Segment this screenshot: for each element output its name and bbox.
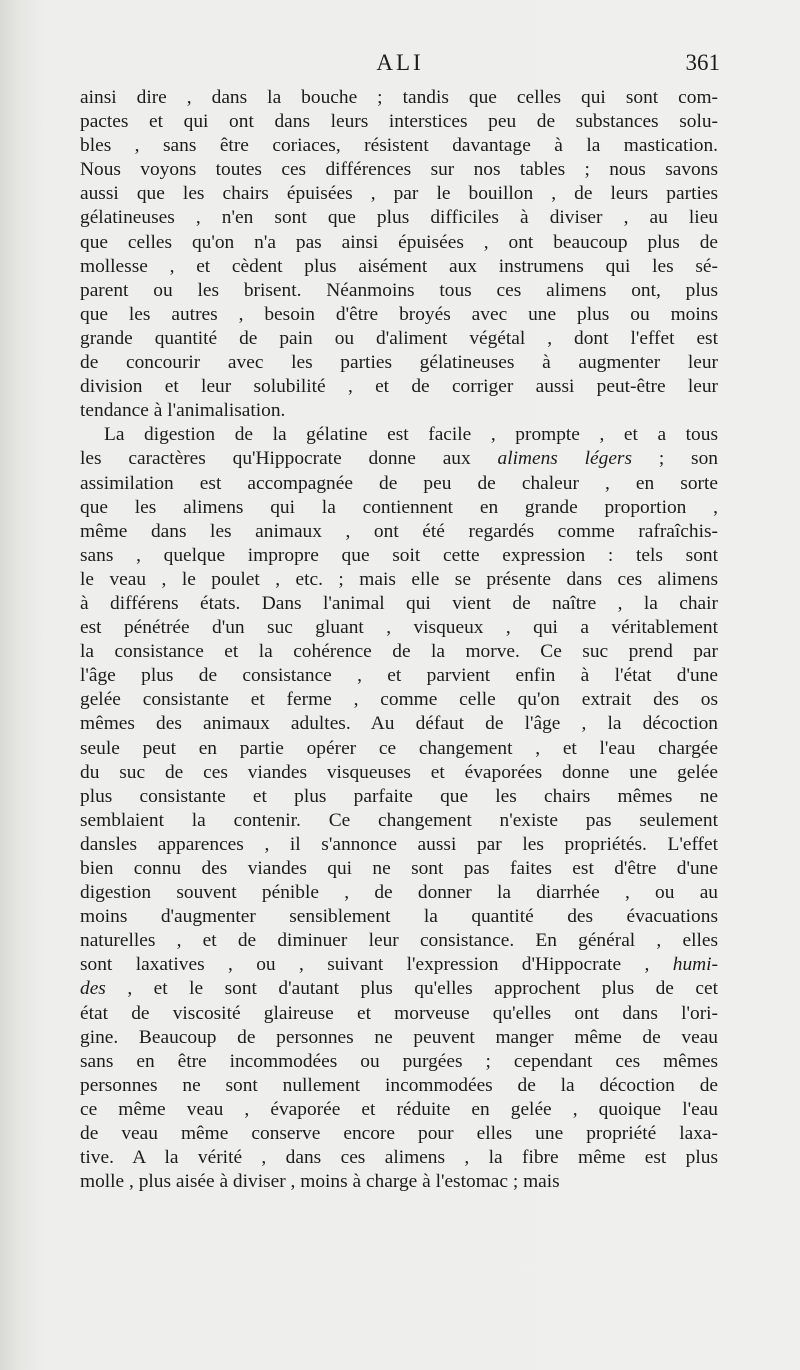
text-line: personnes ne sont nullement incommodées de la décoction de [80,1074,718,1096]
text-line: même dans les animaux , ont été regardés comme rafraîchis- [80,520,718,542]
page-header [80,50,720,80]
text-line: assimilation est accompagnée de peu de chaleur , en sorte [80,472,718,494]
text-line: digestion souvent pénible , de donner la diarrhée , ou au [80,882,718,904]
text-line: les caractères qu'Hippocrate donne aux alimens légers ; son [80,448,718,470]
text-line: sans , quelque impropre que soit cette expression : tels sont [80,544,718,566]
text-line: gelée consistante et ferme , comme celle qu'on extrait des os [80,689,718,711]
text-line: La digestion de la gélatine est facile , prompte , et a tous [104,424,718,446]
text-line: bles , sans être coriaces, résistent davantage à la mastication. [80,135,718,157]
text-line: sans en être incommodées ou purgées ; cependant ces mêmes [80,1050,718,1072]
text-line: bien connu des viandes qui ne sont pas faites est d'être d'une [80,858,718,879]
text-line: tive. A la vérité , dans ces alimens , la fibre même est plus [80,1147,718,1169]
text-line: Nous voyons toutes ces différences sur nos tables ; nous savons [80,159,718,181]
paragraph [80,423,718,1194]
page-number: 361 [685,50,720,75]
text-line: gélatineuses , n'en sont que plus difficiles à diviser , au lieu [80,207,718,229]
text-line: l'âge plus de consistance , et parvient enfin à l'état d'une [80,665,718,687]
body-text [80,86,718,1194]
text-line: que les autres , besoin d'être broyés avec une plus ou moins [80,303,718,325]
text-line: à différens états. Dans l'animal qui vient de naître , la chair [80,592,718,614]
text-line: aussi que les chairs épuisées , par le bouillon , de leurs parties [80,183,718,205]
text-line: semblaient la contenir. Ce changement n'existe pas seulement [80,809,718,831]
text-line: de concourir avec les parties gélatineuses à augmenter leur [80,352,718,374]
text-line: grande quantité de pain ou d'aliment végétal , dont l'effet est [80,327,718,349]
running-title: ALI [376,50,424,75]
paragraph [80,86,718,423]
text-line: division et leur solubilité , et de corriger aussi peut-être leur [80,376,718,398]
text-line: état de viscosité glaireuse et morveuse qu'elles ont dans l'ori- [80,1002,718,1024]
text-line: des , et le sont d'autant plus qu'elles approchent plus de cet [80,978,718,1000]
text-line: tendance à l'animalisation. [80,400,286,422]
text-line: parent ou les brisent. Néanmoins tous ces alimens ont, plus [80,279,718,301]
text-line: pactes et qui ont dans leurs interstices peu de substances solu- [80,111,718,133]
text-line: ce même veau , évaporée et réduite en gelée , quoique l'eau [80,1098,718,1120]
text-line: gine. Beaucoup de personnes ne peuvent manger même de veau [80,1026,718,1048]
text-line: naturelles , et de diminuer leur consistance. En général , elles [80,930,718,952]
text-line: que les alimens qui la contiennent en grande proportion , [80,496,718,518]
text-line: de veau même conserve encore pour elles une propriété laxa- [80,1123,718,1145]
text-line: est pénétrée d'un suc gluant , visqueux , qui a véritablement [80,617,718,639]
text-line: sont laxatives , ou , suivant l'expression d'Hippocrate , humi- [80,954,718,976]
text-line: dansles apparences , il s'annonce aussi par les propriétés. L'effet [80,833,718,855]
text-line: le veau , le poulet , etc. ; mais elle se présente dans ces alimens [80,568,718,590]
text-line: la consistance et la cohérence de la morve. Ce suc prend par [80,641,718,663]
text-line: du suc de ces viandes visqueuses et évaporées donne une gelée [80,761,718,783]
text-line: mollesse , et cèdent plus aisément aux instrumens qui les sé- [80,255,718,277]
text-line: que celles qu'on n'a pas ainsi épuisées , ont beaucoup plus de [80,231,718,253]
text-line: molle , plus aisée à diviser , moins à charge à l'estomac ; mais [80,1171,560,1193]
text-line: seule peut en partie opérer ce changement , et l'eau chargée [80,737,718,759]
text-line: mêmes des animaux adultes. Au défaut de l'âge , la décoction [80,713,718,735]
text-line: ainsi dire , dans la bouche ; tandis que celles qui sont com- [80,87,718,108]
text-line: plus consistante et plus parfaite que les chairs mêmes ne [80,785,718,807]
text-line: moins d'augmenter sensiblement la quantité des évacuations [80,906,718,928]
